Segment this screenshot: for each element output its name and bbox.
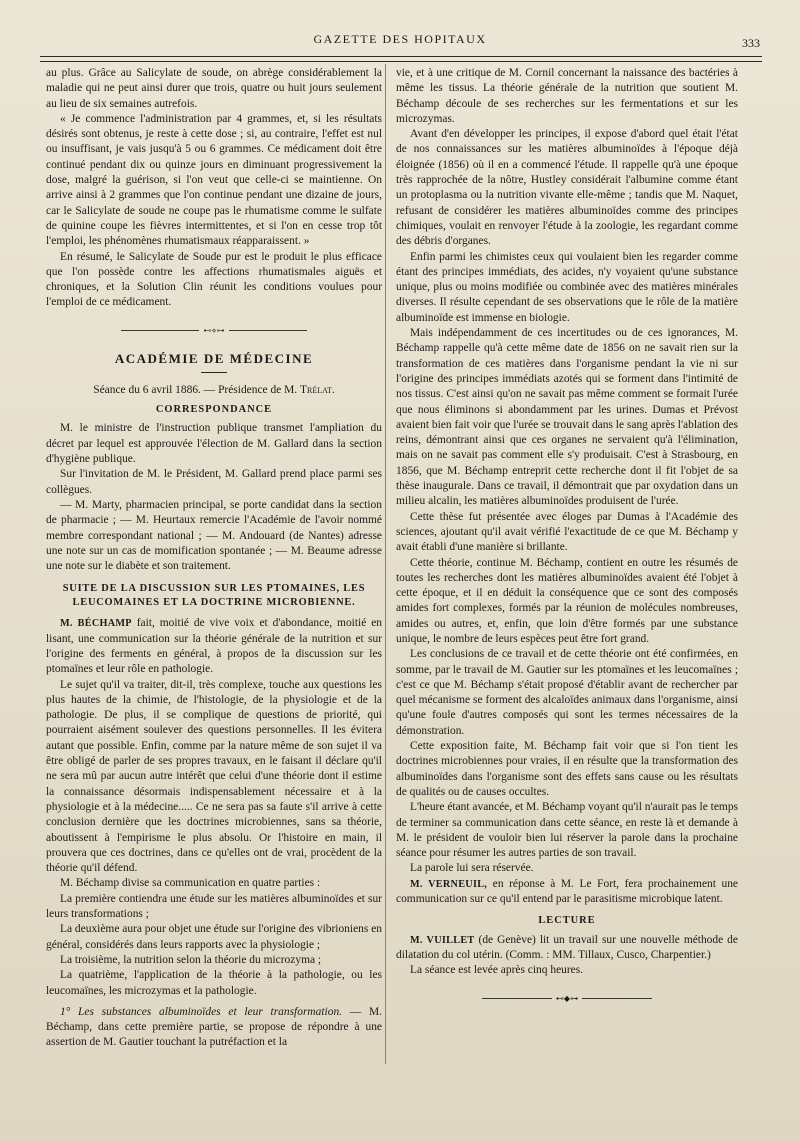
speaker-name: M. VERNEUIL,	[410, 878, 488, 890]
section-title-academie: ACADÉMIE DE MÉDECINE	[114, 350, 314, 366]
paragraph: M. VERNEUIL, en réponse à M. Le Fort, fera prochainement une communication sur ce qu'il entend par le parasitisme microbique latent.	[396, 877, 738, 906]
paragraph: En résumé, le Salicylate de Soude pur est le produit le plus efficace que l'on possède contre les affections rhumatismales aiguës et chroniques, et la Solution Clin réunit les conditions voulues pour l'emploi de ce médicament.	[46, 250, 382, 309]
paragraph: — M. Marty, pharmacien principal, se porte candidat dans la section de pharmacie ; — M. Heurtaux remercie l'Académie de l'avoir nommé membre correspondant national ; — M. Andouard (de Nantes) adresse une note sur un cas de momification spontanée ; — M. Beaume adresse une note sur le diabète et son traitement.	[46, 498, 382, 573]
paragraph: La parole lui sera réservée.	[410, 862, 534, 875]
president-name: Trélat	[300, 383, 332, 396]
paragraph: La première contiendra une étude sur les matières albuminoïdes et sur leurs transformations ;	[46, 892, 382, 921]
paragraph: La troisième, la nutrition selon la théorie du microzyma ;	[60, 953, 322, 966]
paragraph: L'heure étant avancée, et M. Béchamp voyant qu'il n'aurait pas le temps de terminer sa communication dans cette séance, en reste là et demande à M. le président de vouloir bien lui réserver la parole dans la prochaine séance pour résumer les autres parties de son travail.	[396, 801, 738, 860]
page-header	[40, 30, 760, 52]
speaker-name: M. VUILLET	[410, 934, 475, 946]
paragraph: La séance est levée après cinq heures.	[410, 964, 584, 977]
paragraph: Cette thèse fut présentée avec éloges par Dumas à l'Académie des sciences, ajoutant qu'il avait vérifié l'exactitude de ce que M. Béchamp y avait établi d'une manière si brillante.	[396, 510, 738, 554]
paragraph: M. VUILLET (de Genève) lit un travail sur une nouvelle méthode de dilatation du col utérin. (Comm. : MM. Tillaux, Cusco, Charpentier.)	[396, 933, 738, 961]
page-number: 333	[742, 36, 760, 50]
paragraph: M. Béchamp divise sa communication en quatre parties :	[60, 877, 321, 890]
paragraph: 1° Les substances albuminoïdes et leur transformation. — M. Béchamp, dans cette première partie, se propose de répondre à une assertion de M. Gautier touchant la putréfaction et la	[46, 1005, 383, 1049]
left-column	[46, 66, 382, 1051]
header-double-rule	[40, 56, 762, 62]
subsection-heading-italic: 1° Les substances albuminoïdes et leur transformation.	[60, 1005, 343, 1018]
paragraph: La quatrième, l'application de la théorie à la pathologie, ou les leucomaïnes, les microzymas et la pathologie.	[46, 969, 382, 997]
subsection-title-discussion: SUITE DE LA DISCUSSION SUR LES PTOMAINES, LES LEUCOMAINES ET LA DOCTRINE MICROBIENNE.	[62, 583, 366, 609]
paragraph: vie, et à une critique de M. Cornil concernant la naissance des bactéries à même les tissus. La théorie générale de la nutrition que soutient M. Béchamp découle de ses recherches sur les fermentations et sur les microzymas.	[396, 67, 738, 125]
column-divider	[385, 64, 386, 1064]
paragraph: M. BÉCHAMP fait, moitié de vive voix et d'abondance, moitié en lisant, une communication sur la théorie générale de la nutrition et sur l'origine des ferments en général, à propos de la discussion sur les ptomaïnes et leur rôle en pathologie.	[46, 617, 382, 676]
paragraph: Cette exposition faite, M. Béchamp fait voir que si l'on tient les doctrines microbiennes pour vraies, il en résulte que la transformation des albuminoïdes dans l'organisme sont des effets sans cause ou les résultats de qualités ou de causes occultes.	[396, 740, 738, 798]
subsection-title-correspondance: CORRESPONDANCE	[155, 404, 273, 416]
session-line: Séance du 6 avril 1886. — Présidence de M. Trélat.	[93, 383, 335, 396]
running-title: GAZETTE DES HOPITAUX	[313, 32, 487, 46]
paragraph: au plus. Grâce au Salicylate de soude, on abrège considérablement la maladie qui ne peut ainsi durer que trois, quatre ou huit jours seulement au lieu de six semaines autrefois.	[46, 67, 382, 110]
paragraph: M. le ministre de l'instruction publique transmet l'ampliation du décret par lequel est approuvée l'élection de M. Gallard dans la section d'hygiène publique.	[46, 422, 382, 466]
section-separator-ornament: ⊷⋄⊶	[46, 323, 382, 339]
title-short-rule	[201, 372, 227, 373]
subsection-title-lecture: LECTURE	[538, 915, 596, 927]
paragraph: Enfin parmi les chimistes ceux qui voulaient bien les regarder comme étant des principes immédiats, des acides, n'y voyaient qu'une substance unique, plus ou moins modifiée ou combinée avec des matières minérales diverses. Il résulte cependant de ses observations que le rôle de la matière albuminoïde est immense en biologie.	[396, 250, 738, 324]
paragraph: Sur l'invitation de M. le Président, M. Gallard prend place parmi ses collègues.	[46, 468, 382, 496]
paragraph: « Je commence l'administration par 4 grammes, et, si les résultats désirés sont obtenus, je reste à cette dose ; si, au contraire, l'effet est nul ou insuffisant, je vais jusqu'à 5 ou 6 grammes. Ce médicament doit être continué pendant dix ou quinze jours en diminuant progressivement la dose, malgré la guérison, si l'on veut que celle-ci se maintienne. On arrive ainsi à 2 grammes que l'on continue pendant une dizaine de jours, car le Salicylate de soude ne coupe pas le rhumatisme comme le sulfate de quinine coupe les fièvres intermittentes, et si l'on en cesse trop tôt l'emploi, les phénomènes rhumatismaux réapparaissent. »	[46, 112, 382, 248]
paragraph: Mais indépendamment de ces incertitudes ou de ces ignorances, M. Béchamp rappelle qu'à cette même date de 1856 on ne savait rien sur la transformation de ces matières dans l'organisme pendant la vie ni sur l'origine des principes immédiats azotés qui se forment dans l'intimité de nos tissus. C'est ainsi qu'on ne savait pas même comment se formait l'urée que nous éliminons si abondamment par les urines. Dumas et Prévost avaient bien fait voir que l'urée se trouvait dans le sang après l'ablation des reins, démontrant ainsi que ces organes ne servaient qu'à l'élimination, mais on ne savait pas comment elle s'y produisait. C'est à Strasbourg, en 1856, que M. Béchamp entreprit cette recherche dont il fit l'objet de sa thèse inaugurale. Dans ce travail, il démontrait que par oxydation dans un milieu alcalin, les matières albuminoïdes produisent de l'urée.	[396, 327, 738, 508]
paragraph: La deuxième aura pour objet une étude sur l'origine des vibrioniens en général, considérés dans leurs rapports avec la physiologie ;	[46, 923, 382, 951]
paragraph: Les conclusions de ce travail et de cette théorie ont été confirmées, en somme, par le travail de M. Gautier sur les ptomaïnes et les leucomaïnes ; c'est ce que M. Béchamp s'était proposé d'établir avant de rechercher par quel mécanisme se forment des alcaloïdes animaux dans l'organisme, ainsi qu'une foule d'autres composés qui sont les termes nécessaires de la démonstration.	[396, 648, 738, 737]
end-ornament: ⊷◆⊶	[396, 991, 738, 1007]
paragraph: Avant d'en développer les principes, il expose d'abord quel était l'état de nos connaissances sur les matières albuminoïdes à l'époque déjà éloignée (1856) où il en a commencé l'étude. Il rappelle qu'à une époque très rapprochée de la nôtre, Hustley considérait l'albumine comme étant un protoplasma ou la nutrition vivante elle-même ; tandis que M. Naquet, refusant de considérer les matières albuminoïdes comme des principes chimiques, voulait en renvoyer l'étude à la zoologie, les regardant comme des débris d'organes.	[396, 128, 738, 248]
right-column	[396, 66, 738, 1006]
paragraph: Cette théorie, continue M. Béchamp, contient en outre les résumés de toutes les recherches dont les matières albuminoïdes avaient été l'objet à cette époque, et il en déduit la conséquence que ce sont des composés amides fort complexes, formés par la réunion de molécules nombreuses, amides ou autres, et, enfin, que loin d'être formés par une substance unique, le nombre de leurs espèces peut être fort grand.	[396, 556, 738, 645]
paragraph: Le sujet qu'il va traiter, dit-il, très complexe, touche aux questions les plus hautes de la chimie, de l'histologie, de la physiologie et de la pathologie. De plus, il se complique de questions de priorité, qui pourraient aisément soulever des questions personnelles. Il les évitera autant que possible. Enfin, comme par la nature même de son sujet il va être obligé de parler de ses propres travaux, en le faisant il déclare qu'il ne sera mû par aucun autre intérêt que celui d'une théorie dont il estime la connaissance désormais indispensablement nécessaire et à la physiologie et à la médecine..... Ce ne sera pas sa faute s'il arrive à cette conclusion dernière que les doctrines microbiennes, sans sa théorie, aboutissent à l'empirisme le plus absolu. Or l'histoire en main, il prouvera que ces doctrines, dans ce qu'elles ont de vrai, procèdent de la théorie qu'il défend.	[46, 678, 382, 875]
speaker-name: M. BÉCHAMP	[60, 618, 132, 630]
